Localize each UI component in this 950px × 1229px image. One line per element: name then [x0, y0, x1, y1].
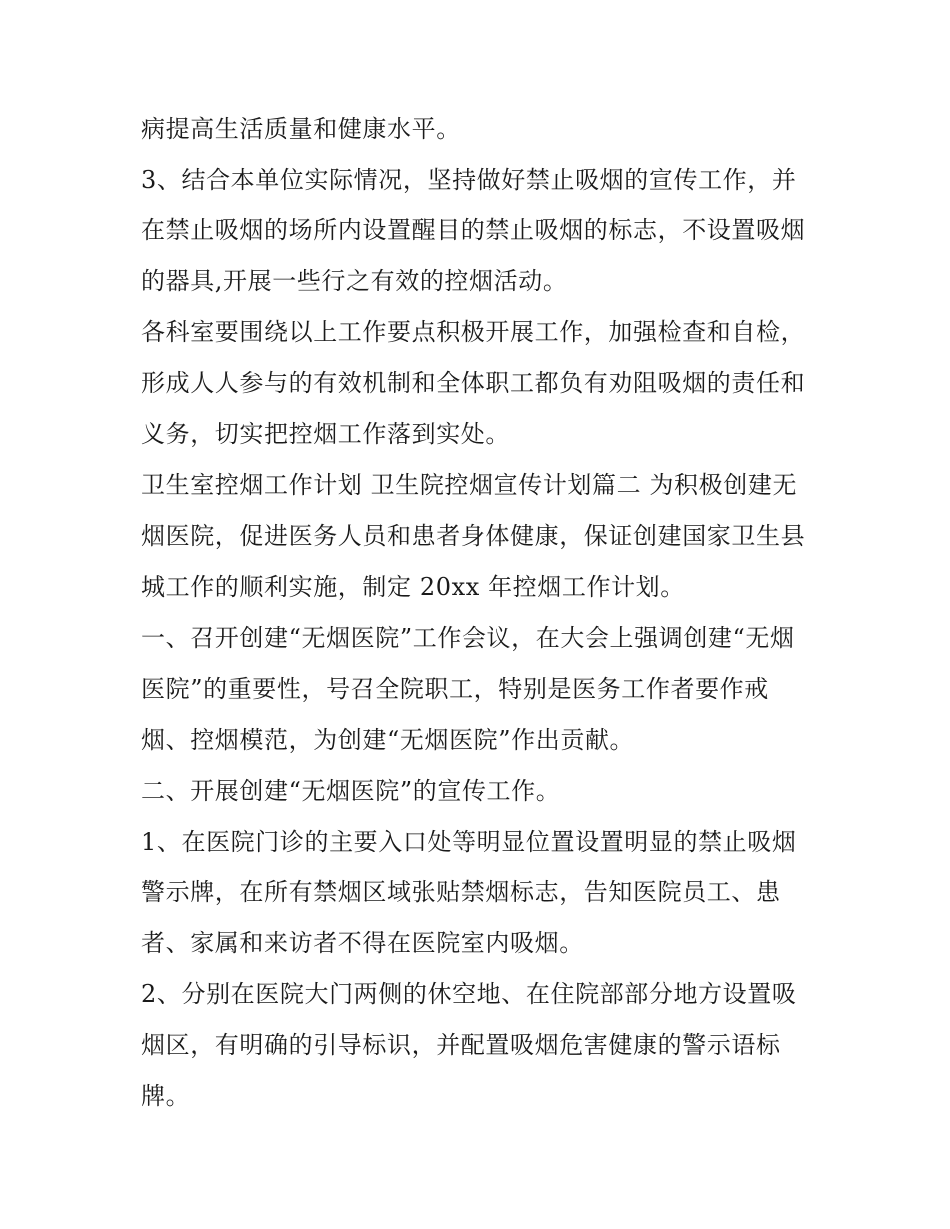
- text-line: 烟区，有明确的引导标识，并配置吸烟危害健康的警示语标: [141, 1031, 781, 1059]
- text-line: 各科室要围绕以上工作要点积极开展工作，加强检查和自检，: [141, 318, 806, 346]
- text-line: 二、开展创建“无烟医院”的宣传工作。: [141, 777, 561, 805]
- text-line: 1、在医院门诊的主要入口处等明显位置设置明显的禁止吸烟: [141, 828, 797, 856]
- text-line: 牌。: [141, 1082, 191, 1110]
- text-line: 形成人人参与的有效机制和全体职工都负有劝阻吸烟的责任和: [141, 369, 806, 397]
- text-line: 卫生室控烟工作计划 卫生院控烟宣传计划篇二 为积极创建无: [141, 471, 798, 499]
- text-line: 烟医院，促进医务人员和患者身体健康，保证创建国家卫生县: [141, 522, 806, 550]
- text-line: 一、召开创建“无烟医院”工作会议，在大会上强调创建“无烟: [141, 624, 795, 652]
- text-line: 在禁止吸烟的场所内设置醒目的禁止吸烟的标志，不设置吸烟: [141, 216, 806, 244]
- text-line: 病提高生活质量和健康水平。: [141, 115, 461, 143]
- text-line: 烟、控烟模范，为创建“无烟医院”作出贡献。: [141, 726, 635, 754]
- text-line: 义务，切实把控烟工作落到实处。: [141, 420, 510, 448]
- text-line: 医院”的重要性，号召全院职工，特别是医务工作者要作戒: [141, 675, 769, 703]
- text-line: 3、结合本单位实际情况，坚持做好禁止吸烟的宣传工作，并: [141, 166, 797, 194]
- text-line: 者、家属和来访者不得在医院室内吸烟。: [141, 929, 584, 957]
- text-line: 2、分别在医院大门两侧的休空地、在住院部部分地方设置吸: [141, 980, 797, 1008]
- text-line: 城工作的顺利实施，制定 20xx 年控烟工作计划。: [141, 573, 685, 601]
- text-line: 的器具,开展一些行之有效的控烟活动。: [141, 267, 568, 295]
- text-line: 警示牌，在所有禁烟区域张贴禁烟标志，告知医院员工、患: [141, 878, 781, 906]
